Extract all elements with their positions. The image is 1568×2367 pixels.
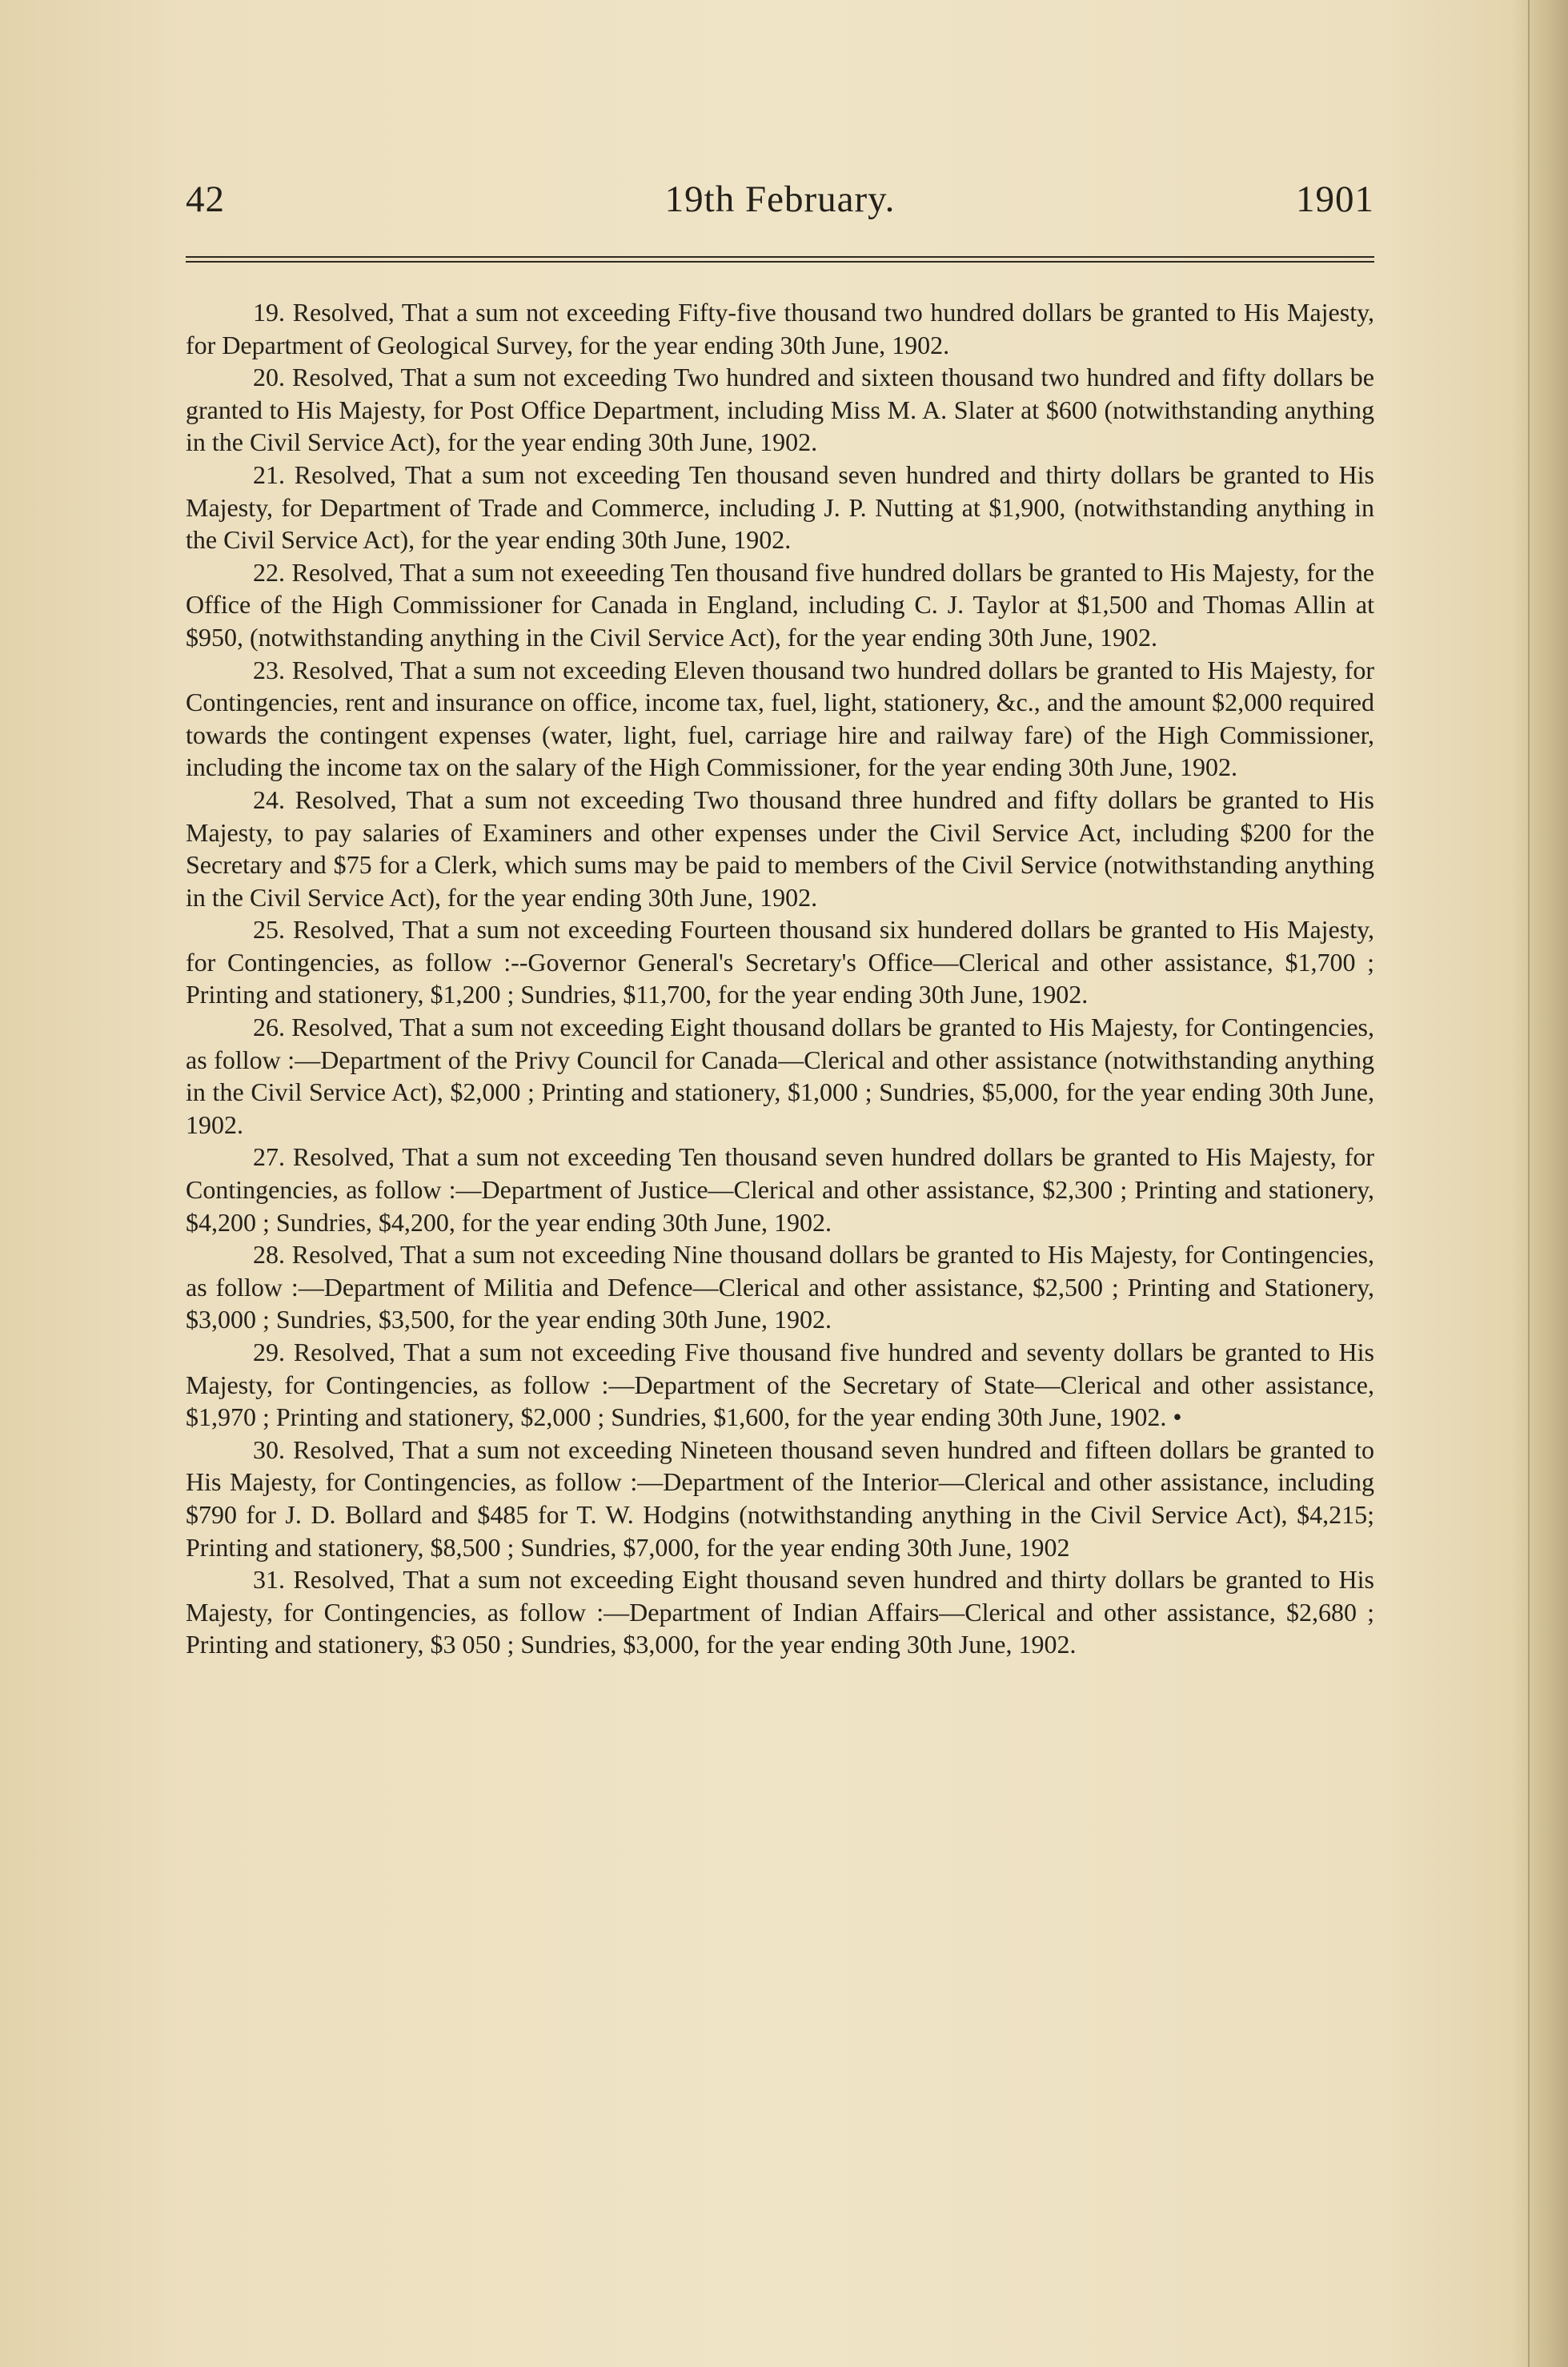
- resolution-paragraph: 19. Resolved, That a sum not exceeding Fifty-five thousand two hundred dollars be granted to His Majesty, for Department of Geological Survey, for the year ending 30th June, 1902.: [186, 298, 1374, 359]
- header-rule-bottom: [186, 261, 1374, 263]
- resolution-paragraph: 20. Resolved, That a sum not exceeding Two hundred and sixteen thousand two hundred and fifty dollars be granted to His Majesty, for Post Office Department, including Miss M. A. Slater at $600 (notwithstanding anything in the Civil Service Act), for the year ending 30th June, 1902.: [186, 363, 1374, 457]
- page-edge-shadow: [1512, 0, 1568, 2367]
- resolutions-body: [186, 296, 1374, 1661]
- page-number: 42: [186, 179, 225, 220]
- page-header: [186, 178, 1374, 234]
- resolution-paragraph: 27. Resolved, That a sum not exceeding Ten thousand seven hundred dollars be granted to His Majesty, for Contingencies, as follow :—Department of Justice—Clerical and other assistance, $2,300 ; Printing and stationery, $4,200 ; Sundries, $4,200, for the year ending 30th June, 1902.: [186, 1142, 1374, 1237]
- resolution-paragraph: 23. Resolved, That a sum not exceeding Eleven thousand two hundred dollars be granted to His Majesty, for Contingencies, rent and insurance on office, income tax, fuel, light, stationery, &c., and the amount $2,000 required towards the contingent expenses (water, light, fuel, carriage hire and railway fare) of the High Commissioner, including the income tax on the salary of the High Commissioner, for the year ending 30th June, 1902.: [186, 655, 1374, 782]
- page-fold-line: [1528, 0, 1530, 2367]
- resolution-paragraph: 26. Resolved, That a sum not exceeding Eight thousand dollars be granted to His Majesty, for Contingencies, as follow :—Department of the Privy Council for Canada—Clerical and other assistance (notwithstanding anything in the Civil Service Act), $2,000 ; Printing and stationery, $1,000 ; Sundries, $5,000, for the year ending 30th June, 1902.: [186, 1013, 1374, 1139]
- resolution-paragraph: 24. Resolved, That a sum not exceeding Two thousand three hundred and fifty dollars be granted to His Majesty, to pay salaries of Examiners and other expenses under the Civil Service Act, including $200 for the Secretary and $75 for a Clerk, which sums may be paid to members of the Civil Service (notwithstanding anything in the Civil Service Act), for the year ending 30th June, 1902.: [186, 784, 1374, 912]
- resolution-paragraph: 28. Resolved, That a sum not exceeding Nine thousand dollars be granted to His Majesty, for Contingencies, as follow :—Department of Militia and Defence—Clerical and other assistance, $2,500 ; Printing and Stationery, $3,000 ; Sundries, $3,500, for the year ending 30th June, 1902.: [186, 1240, 1374, 1334]
- resolution-paragraph: 21. Resolved, That a sum not exceeding Ten thousand seven hundred and thirty dollars be granted to His Majesty, for Department of Trade and Commerce, including J. P. Nutting at $1,900, (notwithstanding anything in the Civil Service Act), for the year ending 30th June, 1902.: [186, 459, 1374, 555]
- resolution-paragraph: 29. Resolved, That a sum not exceeding Five thousand five hundred and seventy dollars be granted to His Majesty, for Contingencies, as follow :—Department of the Secretary of State—Clerical and other assistance, $1,970 ; Printing and stationery, $2,000 ; Sundries, $1,600, for the year ending 30th June, 1902. •: [186, 1338, 1374, 1432]
- header-rule-top: [186, 256, 1374, 258]
- header-date: 19th February.: [664, 179, 896, 220]
- resolution-paragraph: 31. Resolved, That a sum not exceeding Eight thousand seven hundred and thirty dollars be granted to His Majesty, for Contingencies, as follow :—Department of Indian Affairs—Clerical and other assistance, $2,680 ; Printing and stationery, $3 050 ; Sundries, $3,000, for the year ending 30th June, 1902.: [186, 1565, 1374, 1659]
- resolution-paragraph: 30. Resolved, That a sum not exceeding Nineteen thousand seven hundred and fifteen dollars be granted to His Majesty, for Contingencies, as follow :—Department of the Interior—Clerical and other assistance, including $790 for J. D. Bollard and $485 for T. W. Hodgins (notwithstanding anything in the Civil Service Act), $4,215; Printing and stationery, $8,500 ; Sundries, $7,000, for the year ending 30th June, 1902: [186, 1434, 1374, 1562]
- resolution-paragraph: 22. Resolved, That a sum not exeeeding Ten thousand five hundred dollars be granted to His Majesty, for the Office of the High Commissioner for Canada in England, including C. J. Taylor at $1,500 and Thomas Allin at $950, (notwithstanding anything in the Civil Service Act), for the year ending 30th June, 1902.: [186, 557, 1374, 652]
- header-year: 1901: [1296, 179, 1374, 220]
- resolution-paragraph: 25. Resolved, That a sum not exceeding Fourteen thousand six hundered dollars be granted to His Majesty, for Contingencies, as follow :--Governor General's Secretary's Office—Clerical and other assistance, $1,700 ; Printing and stationery, $1,200 ; Sundries, $11,700, for the year ending 30th June, 1902.: [186, 915, 1374, 1009]
